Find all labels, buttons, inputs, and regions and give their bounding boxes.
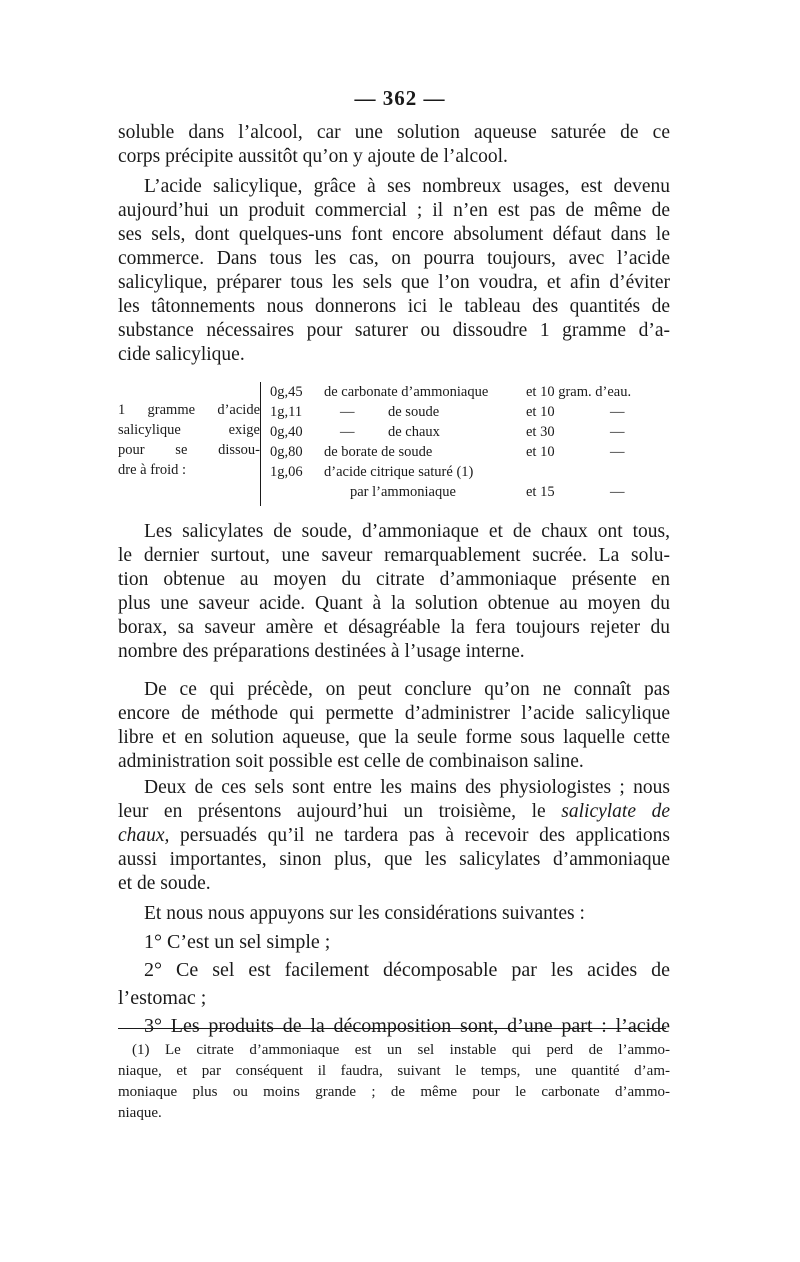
quantity: 0g,45	[270, 384, 303, 400]
footnote-line: (1) Le citrate d’ammoniaque est un sel instable qui perd de l’ammo-	[132, 1042, 670, 1058]
text-line: plus une saveur acide. Quant à la solution obtenue au moyen du	[118, 593, 670, 614]
substance: de soude	[388, 404, 440, 420]
text-line: Les salicylates de soude, d’ammoniaque et de chaux ont tous,	[144, 521, 670, 542]
text-run: leur en présentons aujourd’hui un troisième, le	[118, 801, 562, 822]
list-item: 3° Les produits de la décomposition sont, d’une part : l’acide	[144, 1015, 670, 1037]
table-row	[270, 462, 680, 482]
ditto-dash: —	[610, 484, 625, 500]
substance: de carbonate d’ammoniaque	[324, 384, 489, 400]
quantity: 1g,11	[270, 404, 303, 420]
table-label-line: pour se dissou-	[118, 442, 260, 458]
paragraph-3	[118, 520, 670, 664]
water-amount: et 15	[526, 484, 555, 500]
brace	[260, 382, 267, 506]
text-line: De ce qui précède, on peut conclure qu’on ne connaît pas	[144, 679, 670, 700]
text-line: les tâtonnements nous donnerons ici le tableau des quantités de	[118, 296, 670, 317]
text-line: commerce. Dans tous les cas, on pourra toujours, avec l’acide	[118, 248, 670, 269]
text-line: Deux de ces sels sont entre les mains des physiologistes ; nous	[144, 777, 670, 798]
table-rows	[270, 382, 680, 502]
substance: de chaux	[388, 424, 440, 440]
footnote-line: niaque, et par conséquent il faudra, suivant le temps, une quantité d’am-	[118, 1063, 670, 1079]
numbered-list	[118, 928, 670, 1040]
text-line: le dernier surtout, une saveur remarquablement sucrée. La solu-	[118, 545, 670, 566]
water-amount: et 30	[526, 424, 555, 440]
table-row	[270, 382, 680, 402]
text-line: borax, sa saveur amère et désagréable la fera toujours rejeter du	[118, 617, 670, 638]
substance: d’acide citrique saturé (1)	[324, 464, 474, 480]
table-row	[270, 482, 680, 502]
text-line	[118, 800, 670, 824]
paragraph-6	[118, 902, 670, 926]
footnote-line: moniaque plus ou moins grande ; de même pour le carbonate d’ammo-	[118, 1084, 670, 1100]
paragraph-5	[118, 776, 670, 896]
text-line: Et nous nous appuyons sur les considérations suivantes :	[144, 903, 585, 924]
quantity: 0g,80	[270, 444, 303, 460]
text-line: ses sels, dont quelques-uns font encore absolument défaut dans le	[118, 224, 670, 245]
ditto-dash: —	[610, 444, 625, 460]
text-line: tion obtenue au moyen du citrate d’ammoniaque présente en	[118, 569, 670, 590]
text-line: substance nécessaires pour saturer ou dissoudre 1 gramme d’a-	[118, 320, 670, 341]
water-amount: et 10 gram. d’eau.	[526, 384, 632, 400]
text-line: salicylique, préparer tous les sels que l’on voudra, et afin d’éviter	[118, 272, 670, 293]
water-amount: et 10	[526, 444, 555, 460]
ditto-dash: —	[610, 424, 625, 440]
italic-term: chaux,	[118, 825, 170, 846]
text-line: encore de méthode qui permette d’administrer l’acide salicylique	[118, 703, 670, 724]
text-line: corps précipite aussitôt qu’on y ajoute de l’alcool.	[118, 146, 508, 167]
table-label-line: salicylique exige	[118, 422, 260, 438]
table-label-line: 1 gramme d’acide	[118, 402, 260, 418]
text-line: libre et en solution aqueuse, que la seule forme sous laquelle cette	[118, 727, 670, 748]
table-row	[270, 422, 680, 442]
paragraph-4	[118, 678, 670, 774]
text-line	[118, 824, 670, 848]
text-line: aujourd’hui un produit commercial ; il n’en est pas de même de	[118, 200, 670, 221]
list-item: l’estomac ;	[118, 987, 207, 1009]
table-row	[270, 402, 680, 422]
table-label	[118, 400, 260, 480]
text-run: persuadés qu’il ne tardera pas à recevoir des applications	[169, 825, 670, 846]
footnote-line: niaque.	[118, 1105, 162, 1121]
text-line: administration soit possible est celle de combinaison saline.	[118, 751, 584, 772]
ditto-dash: —	[340, 424, 355, 440]
italic-term: salicylate de	[561, 801, 670, 822]
text-line: L’acide salicylique, grâce à ses nombreux usages, est devenu	[144, 176, 670, 197]
ditto-dash: —	[340, 404, 355, 420]
paragraph-1	[118, 121, 670, 169]
substance: par l’ammoniaque	[350, 484, 456, 500]
substance: de borate de soude	[324, 444, 433, 460]
quantity: 1g,06	[270, 464, 303, 480]
ditto-dash: —	[610, 404, 625, 420]
page-number: — 362 —	[354, 86, 446, 110]
water-amount: et 10	[526, 404, 555, 420]
text-line: nombre des préparations destinées à l’usage interne.	[118, 641, 525, 662]
quantity: 0g,40	[270, 424, 303, 440]
list-item: 1° C’est un sel simple ;	[144, 931, 331, 953]
paragraph-2	[118, 175, 670, 367]
text-line: soluble dans l’alcool, car une solution aqueuse saturée de ce	[118, 122, 670, 143]
footnote-divider	[118, 1028, 666, 1029]
text-line: et de soude.	[118, 873, 211, 894]
table-row	[270, 442, 680, 462]
text-line: cide salicylique.	[118, 344, 245, 365]
footnote	[118, 1040, 670, 1124]
table-label-line: dre à froid :	[118, 462, 187, 478]
text-line: aussi importantes, sinon plus, que les salicylates d’ammoniaque	[118, 849, 670, 870]
list-item: 2° Ce sel est facilement décomposable par les acides de	[144, 959, 670, 981]
